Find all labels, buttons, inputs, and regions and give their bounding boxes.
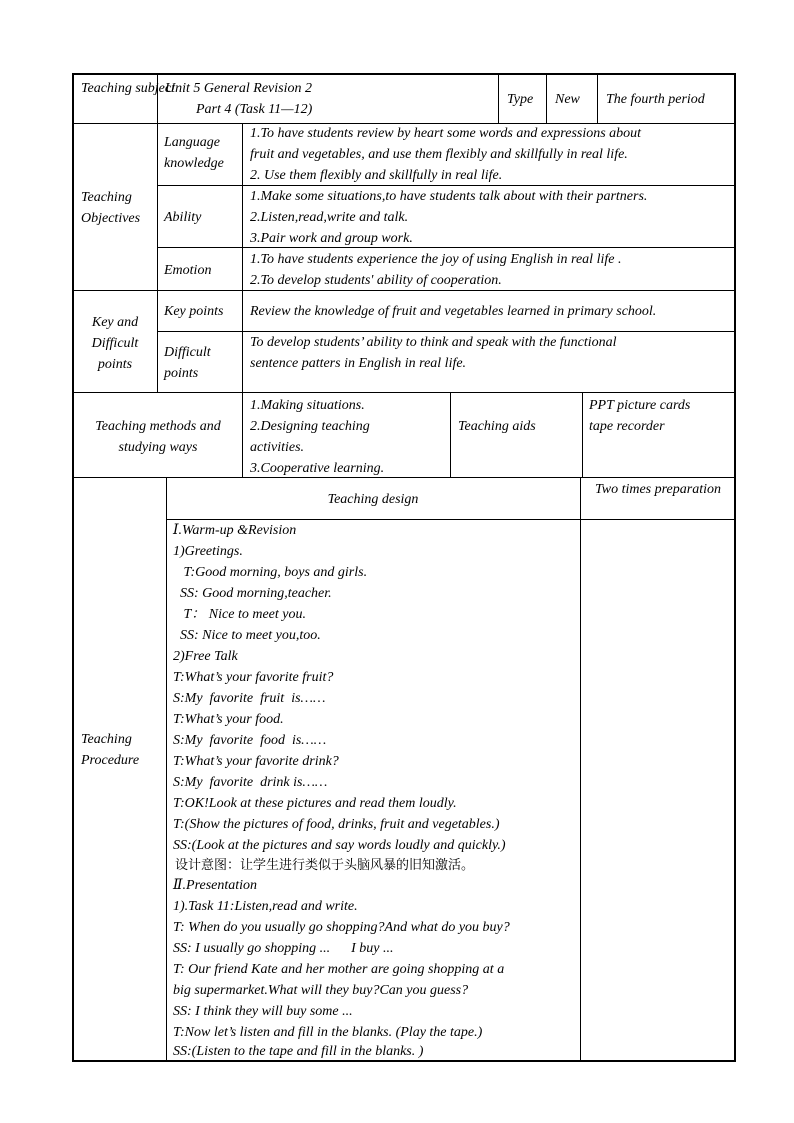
- difficult-points-label: Difficult points: [164, 345, 211, 381]
- col-divider: [582, 392, 583, 477]
- emotion-line: 1.To have students experience the joy of using English in real life .: [250, 252, 622, 267]
- ability-label: Ability: [164, 210, 202, 225]
- table-top-border: [72, 73, 736, 75]
- procedure-line: Ⅱ.Presentation: [173, 878, 258, 893]
- procedure-label: Teaching Procedure: [81, 732, 140, 768]
- col-divider: [498, 74, 499, 123]
- col-divider: [242, 123, 243, 477]
- period-label: The fourth period: [606, 92, 705, 107]
- difficult-line: To develop students’ ability to think and speak with the functional: [250, 335, 617, 350]
- objectives-label: Teaching Objectives: [81, 190, 141, 226]
- procedure-line: 1)Greetings.: [173, 544, 243, 559]
- procedure-line: T:What’s your food.: [173, 712, 284, 727]
- methods-line: 1.Making situations.: [250, 398, 365, 413]
- key-points-label: Key points: [164, 304, 224, 319]
- procedure-line: T: When do you usually go shopping?And what do you buy?: [173, 920, 510, 935]
- table-right-border: [734, 73, 736, 1062]
- difficult-line: sentence patters in English in real life.: [250, 356, 467, 371]
- unit-subtitle: Part 4 (Task 11—12): [196, 102, 313, 117]
- procedure-line: SS: I usually go shopping ... I buy ...: [173, 941, 394, 956]
- col-divider: [450, 392, 451, 477]
- procedure-line: big supermarket.What will they buy?Can you guess?: [173, 983, 469, 998]
- emotion-label: Emotion: [164, 263, 212, 278]
- table-left-border: [72, 73, 74, 1062]
- two-times-preparation-header: Two times preparation: [594, 482, 721, 497]
- teaching-aids-label: Teaching aids: [458, 419, 536, 434]
- unit-title: Unit 5 General Revision 2: [165, 81, 312, 96]
- procedure-line: T: Our friend Kate and her mother are going shopping at a: [173, 962, 505, 977]
- col-divider: [580, 477, 581, 1061]
- procedure-line: T:OK!Look at these pictures and read them loudly.: [173, 796, 457, 811]
- procedure-line: T:What’s your favorite drink?: [173, 754, 339, 769]
- procedure-line: T:Now let’s listen and fill in the blanks. (Play the tape.): [173, 1025, 483, 1040]
- type-label: Type: [507, 92, 534, 107]
- procedure-line: S:My favorite drink is……: [173, 775, 328, 790]
- procedure-line: 2)Free Talk: [173, 649, 238, 664]
- key-difficult-label: Key and Difficult points: [91, 315, 139, 372]
- col-divider: [166, 477, 167, 1061]
- teaching-subject-label: Teaching subject: [81, 81, 175, 96]
- key-points-text: Review the knowledge of fruit and vegetables learned in primary school.: [250, 304, 657, 319]
- ability-line: 1.Make some situations,to have students talk about with their partners.: [250, 189, 648, 204]
- col-divider: [546, 74, 547, 123]
- procedure-line: SS: Good morning,teacher.: [173, 586, 332, 601]
- language-line: 2. Use them flexibly and skillfully in real life.: [250, 168, 503, 183]
- col-divider: [597, 74, 598, 123]
- procedure-line: S:My favorite food is……: [173, 733, 327, 748]
- type-value: New: [555, 92, 580, 107]
- procedure-line: T:What’s your favorite fruit?: [173, 670, 334, 685]
- procedure-line: T:Good morning, boys and girls.: [173, 565, 368, 580]
- aids-line: tape recorder: [589, 419, 665, 434]
- procedure-line: SS:(Listen to the tape and fill in the blanks. ): [173, 1044, 424, 1059]
- procedure-line: Ⅰ.Warm-up &Revision: [173, 523, 297, 538]
- row-divider: [157, 247, 735, 248]
- procedure-line: SS: Nice to meet you,too.: [173, 628, 321, 643]
- methods-line: 3.Cooperative learning.: [250, 461, 385, 476]
- ability-line: 2.Listen,read,write and talk.: [250, 210, 409, 225]
- row-divider: [73, 477, 735, 478]
- procedure-line: SS: I think they will buy some ...: [173, 1004, 353, 1019]
- methods-line: activities.: [250, 440, 305, 455]
- aids-line: PPT picture cards: [589, 398, 691, 413]
- emotion-line: 2.To develop students' ability of cooperation.: [250, 273, 502, 288]
- language-line: fruit and vegetables, and use them flexibly and skillfully in real life.: [250, 147, 628, 162]
- procedure-line: 1).Task 11:Listen,read and write.: [173, 899, 358, 914]
- methods-line: 2.Designing teaching: [250, 419, 370, 434]
- procedure-line: S:My favorite fruit is……: [173, 691, 326, 706]
- procedure-line: T： Nice to meet you.: [173, 607, 306, 622]
- ability-line: 3.Pair work and group work.: [250, 231, 413, 246]
- col-divider: [157, 74, 158, 392]
- design-intent-line: 设计意图：让学生进行类似于头脑风暴的旧知激活。: [175, 858, 475, 873]
- procedure-line: T:(Show the pictures of food, drinks, fruit and vegetables.): [173, 817, 500, 832]
- language-knowledge-label: Language knowledge: [164, 135, 224, 171]
- teaching-design-header: Teaching design: [327, 492, 419, 507]
- language-line: 1.To have students review by heart some words and expressions about: [250, 126, 642, 141]
- row-divider: [73, 392, 735, 393]
- methods-label: Teaching methods and studying ways: [95, 419, 221, 455]
- procedure-line: SS:(Look at the pictures and say words loudly and quickly.): [173, 838, 506, 853]
